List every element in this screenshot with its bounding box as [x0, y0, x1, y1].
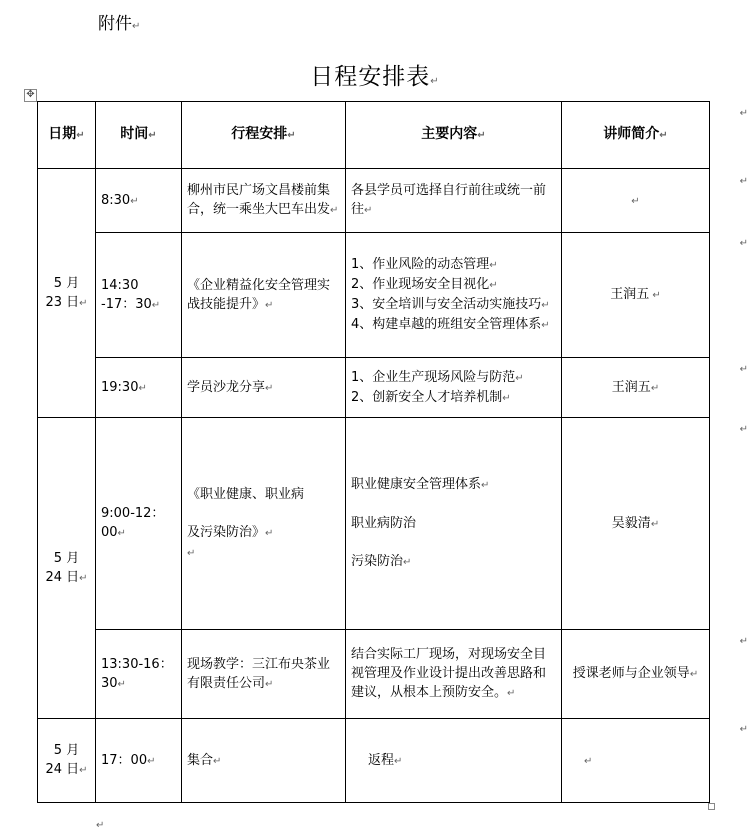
- row-end-mark: ↵: [739, 364, 748, 375]
- content-cell: 结合实际工厂现场，对现场安全目视管理及作业设计提出改善思路和建议，从根本上预防安全。↵: [346, 630, 562, 719]
- header-content: 主要内容↵: [346, 102, 562, 169]
- date-cell-may24: 5 月 24 日↵: [38, 418, 96, 719]
- row-end-mark: ↵: [739, 238, 748, 249]
- table-row: [38, 169, 710, 233]
- table-move-handle-icon[interactable]: ✥: [24, 89, 37, 102]
- table-row: [38, 630, 710, 719]
- content-cell: 1、作业风险的动态管理↵ 2、作业现场安全目视化↵ 3、安全培训与安全活动实施技巧↵ 4、构建卓越的班组安全管理体系↵: [346, 233, 562, 358]
- header-itinerary: 行程安排↵: [182, 102, 346, 169]
- content-cell: 返程↵: [346, 719, 562, 803]
- schedule-table: [37, 101, 710, 803]
- time-cell: 14:30 -17：30↵: [96, 233, 182, 358]
- row-end-mark: ↵: [739, 108, 748, 119]
- lecturer-cell: ↵: [562, 169, 710, 233]
- table-resize-handle[interactable]: [708, 803, 715, 810]
- attachment-label: 附件↵: [98, 14, 141, 34]
- itinerary-cell: 集合↵: [182, 719, 346, 803]
- row-end-mark: ↵: [739, 724, 748, 735]
- row-end-mark: ↵: [739, 176, 748, 187]
- row-end-mark: ↵: [739, 636, 748, 647]
- time-cell: 19:30↵: [96, 358, 182, 418]
- time-cell: 8:30↵: [96, 169, 182, 233]
- date-cell-may24-return: 5 月 24 日↵: [38, 719, 96, 803]
- table-header-row: [38, 102, 710, 169]
- lecturer-cell: 王润五↵: [562, 358, 710, 418]
- itinerary-cell: 现场教学：三江布央茶业有限责任公司↵: [182, 630, 346, 719]
- lecturer-cell: 王润五 ↵: [562, 233, 710, 358]
- itinerary-cell: 《职业健康、职业病 及污染防治》↵ ↵: [182, 418, 346, 630]
- paragraph-end-mark: ↵: [96, 820, 105, 831]
- table-row: [38, 719, 710, 803]
- header-time: 时间↵: [96, 102, 182, 169]
- row-end-mark: ↵: [739, 424, 748, 435]
- header-date: 日期↵: [38, 102, 96, 169]
- table-row: [38, 418, 710, 630]
- itinerary-cell: 《企业精益化安全管理实战技能提升》↵: [182, 233, 346, 358]
- time-cell: 9:00-12： 00↵: [96, 418, 182, 630]
- content-cell: 职业健康安全管理体系↵ 职业病防治 污染防治↵: [346, 418, 562, 630]
- table-row: [38, 358, 710, 418]
- table-row: [38, 233, 710, 358]
- lecturer-cell: 授课老师与企业领导↵: [562, 630, 710, 719]
- lecturer-cell: 吴毅清↵: [562, 418, 710, 630]
- page-title: 日程安排表↵: [310, 64, 440, 90]
- header-lecturer: 讲师简介↵: [562, 102, 710, 169]
- itinerary-cell: 柳州市民广场文昌楼前集合，统一乘坐大巴车出发↵: [182, 169, 346, 233]
- lecturer-cell: ↵: [562, 719, 710, 803]
- content-cell: 各县学员可选择自行前往或统一前往↵: [346, 169, 562, 233]
- itinerary-cell: 学员沙龙分享↵: [182, 358, 346, 418]
- date-cell-may23: 5 月 23 日↵: [38, 169, 96, 418]
- content-cell: 1、企业生产现场风险与防范↵ 2、创新安全人才培养机制↵: [346, 358, 562, 418]
- time-cell: 17：00↵: [96, 719, 182, 803]
- time-cell: 13:30-16： 30↵: [96, 630, 182, 719]
